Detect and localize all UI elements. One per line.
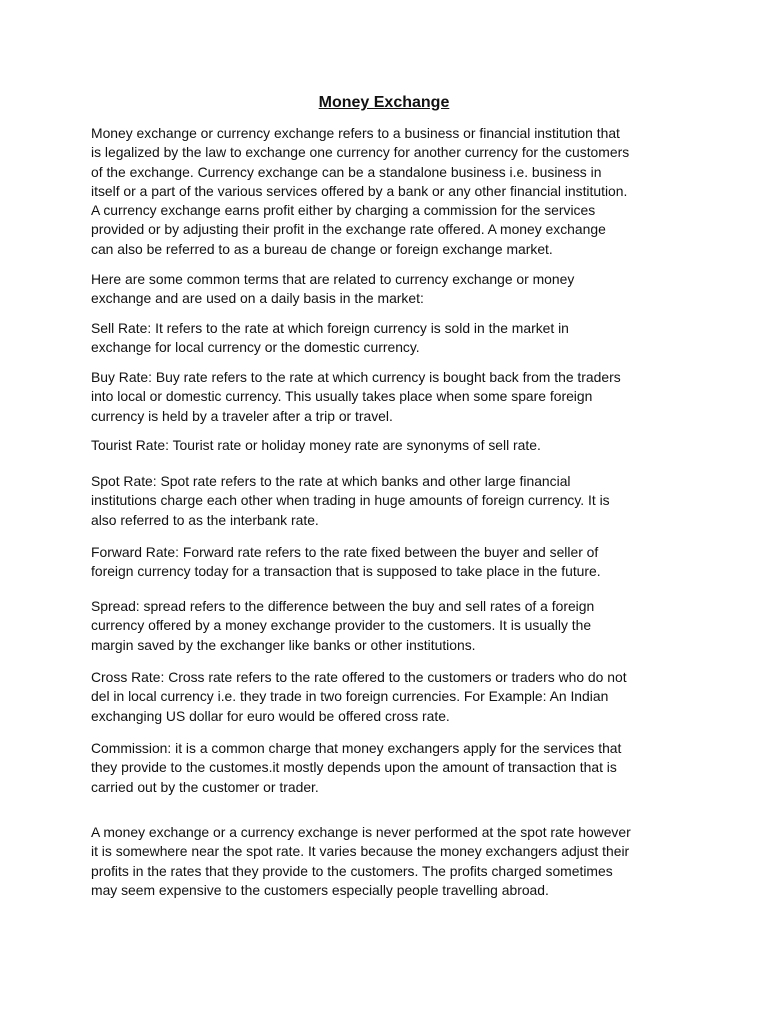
- text-line: Cross Rate: Cross rate refers to the rate offered to the customers or traders who do not: [91, 669, 627, 685]
- text-line: profits in the rates that they provide to the customers. The profits charged sometimes: [91, 862, 613, 879]
- document-title: Money Exchange: [318, 94, 450, 111]
- text-line: can also be referred to as a bureau de change or foreign exchange market.: [91, 240, 553, 257]
- text-line: Buy Rate: Buy rate refers to the rate at which currency is bought back from the traders: [91, 369, 621, 385]
- text-line: A currency exchange earns profit either by charging a commission for the services: [91, 202, 596, 219]
- text-line: Forward Rate: Forward rate refers to the rate fixed between the buyer and seller of: [91, 544, 599, 560]
- paragraph-common-terms: [91, 270, 681, 309]
- text-line: exchange for local currency or the domestic currency.: [91, 339, 420, 356]
- paragraph-forward-rate: [91, 543, 681, 582]
- text-line: is legalized by the law to exchange one currency for another currency for the customers: [91, 144, 630, 161]
- text-line: carried out by the customer or trader.: [91, 778, 319, 795]
- paragraph-intro: [91, 124, 681, 259]
- text-line: provided or by adjusting their profit in the exchange rate offered. A money exchange: [91, 221, 606, 238]
- text-line: Tourist Rate: Tourist rate or holiday money rate are synonyms of sell rate.: [91, 437, 541, 453]
- text-line: of the exchange. Currency exchange can be a standalone business i.e. business in: [91, 163, 602, 180]
- paragraph-tourist-rate: [91, 436, 681, 455]
- text-line: Sell Rate: It refers to the rate at which foreign currency is sold in the market in: [91, 320, 569, 336]
- text-line: Here are some common terms that are related to currency exchange or money: [91, 271, 575, 287]
- text-line: Spread: spread refers to the difference between the buy and sell rates of a foreign: [91, 598, 595, 614]
- text-line: itself or a part of the various services offered by a bank or any other financial institution.: [91, 182, 628, 199]
- paragraph-buy-rate: [91, 368, 681, 426]
- text-line: Spot Rate: Spot rate refers to the rate at which banks and other large financial: [91, 473, 571, 489]
- paragraph-cross-rate: [91, 668, 681, 726]
- paragraph-spread: [91, 597, 681, 655]
- text-line: currency is held by a traveler after a trip or travel.: [91, 407, 393, 424]
- text-line: Money exchange or currency exchange refers to a business or financial institution that: [91, 125, 620, 141]
- text-line: A money exchange or a currency exchange is never performed at the spot rate however: [91, 824, 631, 840]
- text-line: Commission: it is a common charge that money exchangers apply for the services that: [91, 740, 622, 756]
- text-line: foreign currency today for a transaction that is supposed to take place in the future.: [91, 563, 601, 580]
- text-line: it is somewhere near the spot rate. It varies because the money exchangers adjust their: [91, 843, 630, 860]
- text-line: institutions charge each other when trading in huge amounts of foreign currency. It is: [91, 492, 610, 509]
- paragraph-sell-rate: [91, 319, 681, 358]
- text-line: currency offered by a money exchange provider to the customers. It is usually the: [91, 617, 592, 634]
- text-line: also referred to as the interbank rate.: [91, 511, 319, 528]
- text-line: margin saved by the exchanger like banks or other institutions.: [91, 636, 476, 653]
- text-line: del in local currency i.e. they trade in two foreign currencies. For Example: An Indian: [91, 688, 609, 705]
- text-line: exchanging US dollar for euro would be offered cross rate.: [91, 707, 450, 724]
- text-line: may seem expensive to the customers especially people travelling abroad.: [91, 881, 549, 898]
- text-line: into local or domestic currency. This usually takes place when some spare foreign: [91, 388, 593, 405]
- paragraph-conclusion: [91, 823, 681, 900]
- paragraph-spot-rate: [91, 472, 681, 530]
- paragraph-commission: [91, 739, 681, 797]
- text-line: exchange and are used on a daily basis in the market:: [91, 290, 424, 307]
- text-line: they provide to the customes.it mostly depends upon the amount of transaction that is: [91, 759, 617, 776]
